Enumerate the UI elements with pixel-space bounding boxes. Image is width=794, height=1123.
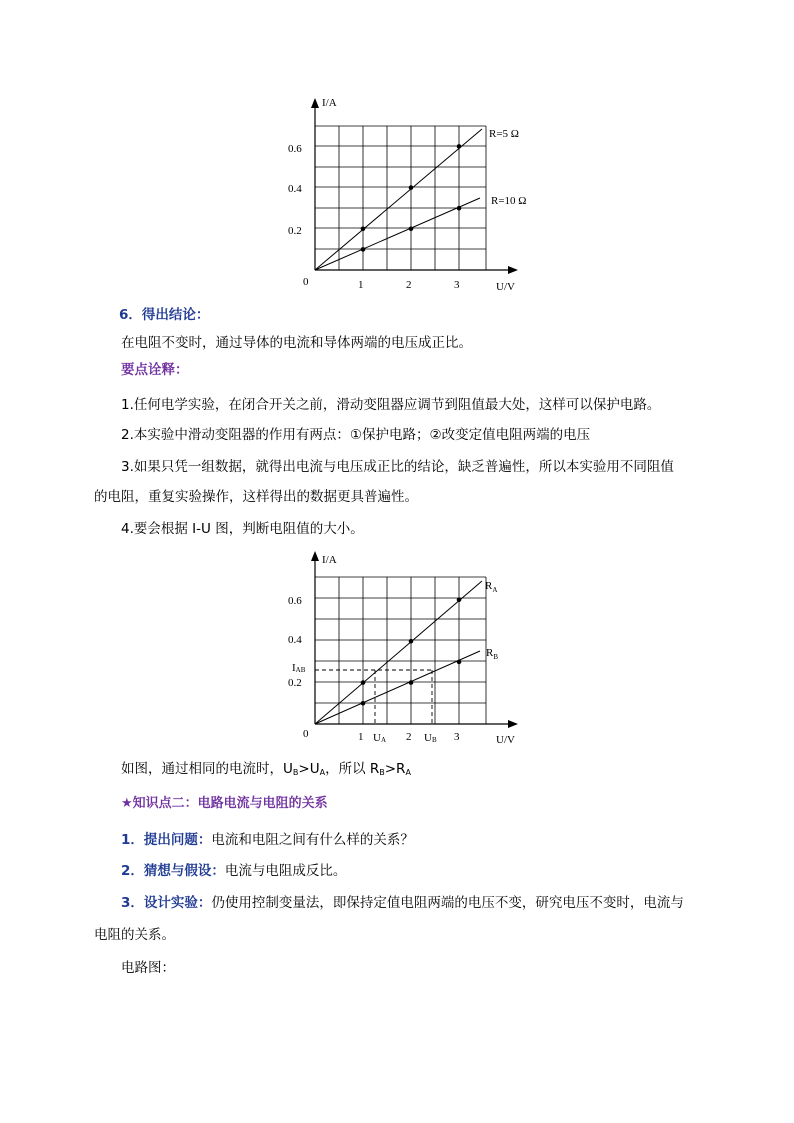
x-tick-label: 1 — [358, 279, 364, 291]
x-tick-label: 1 — [358, 731, 364, 743]
origin-label: 0 — [303, 728, 309, 740]
x-axis-arrow — [508, 266, 518, 274]
data-point-series-2 — [409, 680, 414, 685]
data-point-series-2 — [457, 660, 462, 665]
data-point-series-1 — [361, 680, 366, 685]
keypoint-3: 3.如果只凭一组数据，就得出电流与电压成正比的结论，缺乏普遍性，所以本实验用不同阻值 — [121, 459, 674, 475]
y-tick-label: 0.4 — [288, 183, 302, 195]
data-point-series-1 — [361, 227, 366, 232]
section6-heading: 6．得出结论： — [119, 307, 210, 323]
keypoint-3-cont: 的电阻，重复实验操作，这样得出的数据更具普遍性。 — [94, 489, 418, 505]
data-point-series-1 — [409, 639, 414, 644]
y-tick-label: 0.4 — [288, 634, 302, 646]
knowledge2-q3: 3．设计实验：仍使用控制变量法，即保持定值电阻两端的电压不变，研究电压不变时，电流与 — [121, 895, 684, 911]
line-label-rb: $R_B$ — [486, 647, 499, 661]
y-tick-label: 0.6 — [288, 595, 302, 607]
iab-label: IAB — [292, 662, 306, 674]
section6-text: 在电阻不变时，通过导体的电流和导体两端的电压成正比。 — [121, 335, 472, 351]
y-axis-arrow — [311, 551, 319, 561]
iu-graph-2 — [270, 545, 550, 755]
x-tick-label: 3 — [454, 279, 460, 291]
x-axis-label: U/V — [496, 734, 515, 746]
y-tick-label: 0.2 — [288, 225, 302, 237]
x-axis-label: U/V — [496, 281, 515, 293]
iu-graph-1 — [270, 92, 550, 297]
data-point-series-1 — [457, 144, 462, 149]
data-point-series-2 — [457, 206, 462, 211]
line-ra — [315, 581, 482, 724]
keypoints-heading: 要点诠释： — [121, 362, 189, 378]
x-tick-label: 3 — [454, 731, 460, 743]
knowledge2-q3-cont: 电阻的关系。 — [94, 927, 175, 943]
data-point-series-2 — [361, 701, 366, 706]
y-tick-label: 0.6 — [288, 143, 302, 155]
y-axis-label: I/A — [322, 554, 337, 566]
line-label-r10: R=10 Ω — [491, 195, 527, 207]
ua-label: UA — [373, 732, 387, 744]
y-axis-label: I/A — [322, 97, 337, 109]
line-r10 — [315, 198, 480, 270]
keypoint-2: 2.本实验中滑动变阻器的作用有两点：①保护电路；②改变定值电阻两端的电压 — [121, 427, 591, 443]
ub-label: UB — [424, 732, 437, 744]
line-label-ra: $R_A$ — [485, 580, 498, 594]
y-tick-label: 0.2 — [288, 677, 302, 689]
line-label-r5: R=5 Ω — [489, 128, 519, 140]
circuit-label: 电路图： — [121, 960, 175, 976]
data-point-series-2 — [409, 227, 414, 232]
graph2-caption: 如图，通过相同的电流时，$U_B>U_A$，所以 $R_B>R_A$ — [121, 761, 411, 777]
line-rb — [315, 651, 480, 724]
knowledge2-title: ★知识点二：电路电流与电阻的关系 — [121, 796, 328, 811]
data-point-series-2 — [361, 247, 366, 252]
knowledge2-q2: 2．猜想与假设：电流与电阻成反比。 — [121, 863, 347, 879]
x-tick-label: 2 — [406, 279, 412, 291]
x-axis-arrow — [508, 720, 518, 728]
origin-label: 0 — [303, 276, 309, 288]
keypoint-1: 1.任何电学实验，在闭合开关之前，滑动变阻器应调节到阻值最大处，这样可以保护电路。 — [121, 397, 661, 413]
knowledge2-q1: 1．提出问题：电流和电阻之间有什么样的关系？ — [121, 832, 414, 848]
data-point-series-1 — [409, 185, 414, 190]
keypoint-4: 4.要会根据 I-U 图，判断电阻值的大小。 — [121, 521, 364, 537]
data-point-series-1 — [457, 598, 462, 603]
x-tick-label: 2 — [406, 731, 412, 743]
y-axis-arrow — [311, 98, 319, 108]
